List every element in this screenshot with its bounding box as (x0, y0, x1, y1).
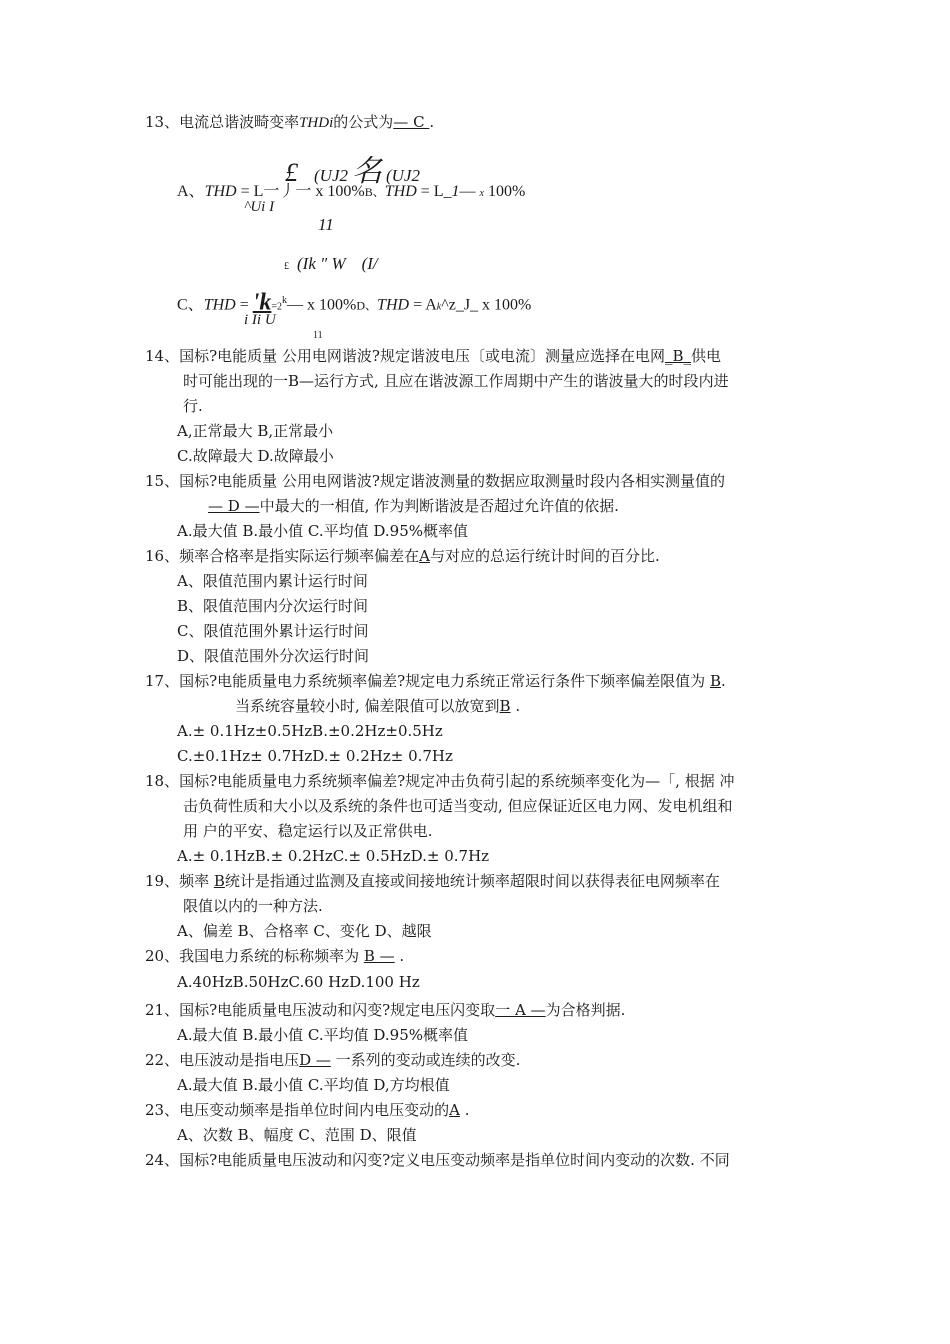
q23-answer: A (449, 1101, 460, 1119)
q14-line-2: 时可能出现的一B—运行方式, 且应在谐波源工作周期中产生的谐波量大的时段内进 (183, 372, 729, 390)
q17-line-1: 17、国标?电能质量电力系统频率偏差?规定电力系统正常运行条件下频率偏差限值为 B. (145, 672, 726, 690)
q13-formula-denominator-a: ^Ui I (244, 199, 275, 215)
q15-options: A.最大值 B.最小值 C.平均值 D.95%概率值 (177, 522, 469, 540)
q15-answer: — D — (208, 497, 260, 515)
q14-answer: _B_ (664, 347, 691, 365)
q21-answer: 一 A — (495, 1001, 546, 1019)
q13-formula-denominator-c: i Ii U (244, 312, 276, 328)
q14-options-2: C.故障最大 D.故障最小 (177, 447, 334, 465)
q21-line-1: 21、国标?电能质量电压波动和闪变?规定电压闪变取一 A —为合格判据. (145, 1001, 626, 1019)
q16-line-1: 16、频率合格率是指实际运行频率偏差在A与对应的总运行统计时间的百分比. (145, 547, 660, 565)
q22-options: A.最大值 B.最小值 C.平均值 D,方均根值 (177, 1076, 450, 1094)
q13-options-ab: A、THD = L一丿一 x 100%B、THD = L_1— x 100% (177, 183, 526, 200)
q18-line-2: 击负荷性质和大小以及系统的条件也可适当变动, 但应保证近区电力网、发电机组和 (183, 797, 733, 815)
q15-line-1: 15、国标?电能质量 公用电网谐波?规定谐波测量的数据应取测量时段内各相实测量值的 (145, 472, 725, 490)
q13-stem: 13、电流总谐波畸变率THDi的公式为— C . (145, 113, 435, 131)
q17-options-1: A.± 0.1Hz±0.5HzB.±0.2Hz±0.5Hz (177, 722, 443, 740)
q17-line-2: 当系统容量较小时, 偏差限值可以放宽到B . (235, 697, 521, 715)
q13-formula-top: £ (UJ2 名 (UJ2 (285, 155, 420, 188)
q18-line-1: 18、国标?电能质量电力系统频率偏差?规定冲击负荷引起的系统频率变化为—「, 根据 冲 (145, 772, 735, 790)
q24-line-1: 24、国标?电能质量电压波动和闪变?定义电压变动频率是指单位时间内变动的次数. 不同 (145, 1151, 730, 1169)
q13-formula-number: 11 (318, 215, 334, 234)
q23-options: A、次数 B、幅度 C、范围 D、限值 (177, 1126, 417, 1144)
q17-answer-1: B (709, 672, 721, 690)
q20-options: A.40HzB.50HzC.60 HzD.100 Hz (177, 973, 420, 991)
q19-line-2: 限值以内的一种方法. (183, 897, 323, 915)
q22-answer: D — (299, 1051, 331, 1069)
q18-line-3: 用 户的平安、稳定运行以及正常供电. (183, 822, 433, 840)
q16-option-b: B、限值范围内分次运行时间 (177, 597, 369, 615)
q19-options: A、偏差 B、合格率 C、变化 D、越限 (177, 922, 432, 940)
q23-line-1: 23、电压变动频率是指单位时间内电压变动的A . (145, 1101, 470, 1119)
q14-line-3: 行. (183, 397, 203, 415)
q13-formula-number-2: 11 (313, 330, 323, 341)
q16-answer: A (419, 547, 430, 565)
q18-options: A.± 0.1HzB.± 0.2HzC.± 0.5HzD.± 0.7Hz (177, 847, 490, 865)
q20-line-1: 20、我国电力系统的标称频率为 B — . (145, 947, 405, 965)
q13-options-cd: C、THD = '$k=2^k—$ x 100%D、THD = Ak^z_J_ x 100% (177, 289, 532, 316)
q15-line-2: — D —中最大的一相值, 作为判断谐波是否超过允许值的依据. (208, 497, 619, 515)
q16-option-d: D、限值范围外分次运行时间 (177, 647, 370, 665)
q21-options: A.最大值 B.最小值 C.平均值 D.95%概率值 (177, 1026, 469, 1044)
q22-line-1: 22、电压波动是指电压D — 一系列的变动或连续的改变. (145, 1051, 521, 1069)
q13-formula-cd-top: £ (Ik ″ W (I/ (284, 254, 378, 273)
q14-options-1: A,正常最大 B,正常最小 (177, 422, 334, 440)
q19-line-1: 19、频率 B统计是指通过监测及直接或间接地统计频率超限时间以获得表征电网频率在 (145, 872, 720, 890)
q19-answer: B (213, 872, 225, 890)
q20-answer: B — (363, 947, 395, 965)
q16-option-c: C、限值范围外累计运行时间 (177, 622, 369, 640)
q13-answer: — C (393, 113, 430, 131)
q16-option-a: A、限值范围内累计运行时间 (177, 572, 368, 590)
q17-answer-2: B (499, 697, 511, 715)
q17-options-2: C.±0.1Hz± 0.7HzD.± 0.2Hz± 0.7Hz (177, 747, 453, 765)
q14-line-1: 14、国标?电能质量 公用电网谐波?规定谐波电压〔或电流〕测量应选择在电网_B_供电 (145, 347, 721, 365)
